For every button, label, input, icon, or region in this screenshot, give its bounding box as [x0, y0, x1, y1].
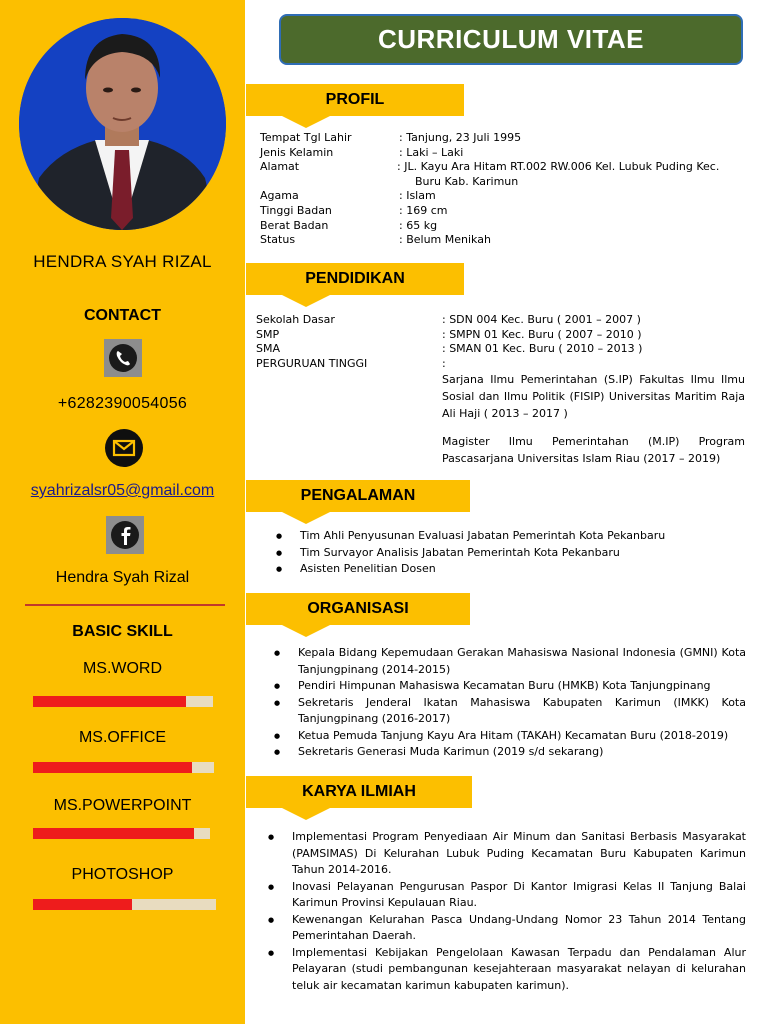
- pengalaman-list: [276, 528, 746, 578]
- pendidikan-s1: Sarjana Ilmu Pemerintahan (S.IP) Fakultas Ilmu Ilmu Sosial dan Ilmu Politik (FISIP) Universitas Maritim Raja Ali Haji ( 2013 – 2017 ): [442, 373, 745, 420]
- profil-value: : Tanjung, 23 Juli 1995: [399, 131, 522, 144]
- skill-bar-fill: [33, 899, 132, 910]
- karya-list: [268, 829, 746, 994]
- sidebar: [0, 0, 245, 1024]
- skills-heading: BASIC SKILL: [72, 623, 173, 640]
- profil-value: : JL. Kayu Ara Hitam RT.002 RW.006 Kel. Lubuk Puding Kec.: [397, 160, 720, 174]
- section-heading-pengalaman: PENGALAMAN: [246, 480, 470, 512]
- skill-label-msoffice: MS.OFFICE: [78, 729, 167, 746]
- list-item: ● Tim Ahli Penyusunan Evaluasi Jabatan Pemerintah Kota Pekanbaru: [276, 528, 746, 545]
- section-heading-profil: PROFIL: [246, 84, 464, 116]
- profil-row: [260, 131, 750, 146]
- facebook-icon: [106, 516, 144, 554]
- pendidikan-key: Sekolah Dasar: [256, 313, 335, 326]
- section-heading-organisasi: ORGANISASI: [246, 593, 470, 625]
- profil-key: Jenis Kelamin: [260, 145, 334, 159]
- list-item: ● Inovasi Pelayanan Pengurusan Paspor Di Kantor Imigrasi Kelas II Tanjung Balai Karimun Provinsi Kepulauan Riau.: [268, 879, 746, 912]
- phone-icon: [104, 339, 142, 377]
- skill-label-photoshop: PHOTOSHOP: [71, 866, 174, 883]
- profil-key: Tempat Tgl Lahir: [260, 131, 352, 144]
- skill-bar-mspowerpoint: [33, 828, 210, 839]
- pendidikan-s2: Magister Ilmu Pemerintahan (M.IP) Program Pascasarjana Universitas Islam Riau (2017 – 2019): [442, 435, 745, 465]
- profil-value: : Islam: [399, 189, 436, 203]
- skill-bar-photoshop: [33, 899, 216, 910]
- facebook-name: Hendra Syah Rizal: [55, 569, 190, 586]
- list-item: ● Kewenangan Kelurahan Pasca Undang-Undang Nomor 23 Tahun 2014 Tentang Pemerintahan Daerah.: [268, 912, 746, 945]
- profil-row: [260, 219, 750, 234]
- pendidikan-value: : SDN 004 Kec. Buru ( 2001 – 2007 ): [442, 313, 641, 326]
- profile-photo-image: [19, 18, 226, 230]
- profile-photo: [19, 18, 226, 230]
- mail-icon: [104, 429, 142, 467]
- profil-value: : Belum Menikah: [399, 233, 491, 247]
- mail-icon-graphic: [104, 429, 144, 469]
- profil-row: [260, 175, 750, 190]
- profil-key: Status: [260, 233, 296, 247]
- pendidikan-row: [256, 357, 746, 372]
- pendidikan-row: [256, 328, 746, 343]
- profil-key: Alamat: [260, 160, 300, 174]
- cv-title: CURRICULUM VITAE: [279, 14, 743, 65]
- profil-key: Tinggi Badan: [260, 203, 332, 217]
- profil-table: [260, 131, 750, 248]
- list-item: ● Sekretaris Jenderal Ikatan Mahasiswa Kabupaten Karimun (IMKK) Kota Tanjungpinang (2016-2017): [274, 695, 746, 728]
- list-item: ● Ketua Pemuda Tanjung Kayu Ara Hitam (TAKAH) Kecamatan Buru (2018-2019): [274, 728, 746, 745]
- pendidikan-table: [256, 313, 746, 371]
- pendidikan-key: SMA: [256, 342, 280, 356]
- profil-key: Berat Badan: [260, 218, 329, 232]
- skill-label-msword: MS.WORD: [82, 660, 163, 677]
- pendidikan-row: [256, 313, 746, 328]
- list-item: ● Implementasi Kebijakan Pengelolaan Kawasan Terpadu dan Pendalaman Alur Pelayaran (studi pembangunan kesejahteraan masyarakat nelayan di kelurahan teluk air kecamatan karimun kabupaten karimun).: [268, 945, 746, 995]
- profil-value: Buru Kab. Karimun: [415, 174, 519, 188]
- list-item: ● Kepala Bidang Kepemudaan Gerakan Mahasiswa Nasional Indonesia (GMNI) Kota Tanjungpinang (2014-2015): [274, 645, 746, 678]
- skill-bar-msword: [33, 696, 213, 707]
- skill-bar-fill: [33, 696, 186, 707]
- sidebar-divider: [25, 604, 225, 606]
- skill-bar-fill: [33, 762, 192, 773]
- list-item: ● Sekretaris Generasi Muda Karimun (2019 s/d sekarang): [274, 744, 746, 761]
- list-item: ● Tim Survayor Analisis Jabatan Pemerintah Kota Pekanbaru: [276, 545, 746, 562]
- pendidikan-value: : SMPN 01 Kec. Buru ( 2007 – 2010 ): [442, 327, 642, 341]
- facebook-icon-graphic: [106, 516, 144, 554]
- profil-row: [260, 204, 750, 219]
- skill-label-mspowerpoint: MS.POWERPOINT: [53, 797, 192, 814]
- contact-heading: CONTACT: [83, 307, 162, 324]
- organisasi-list: [274, 645, 746, 761]
- pendidikan-value: :: [442, 356, 446, 370]
- profil-row: [260, 146, 750, 161]
- section-heading-karya-ilmiah: KARYA ILMIAH: [246, 776, 472, 808]
- list-item: ● Pendiri Himpunan Mahasiswa Kecamatan Buru (HMKB) Kota Tanjungpinang: [274, 678, 746, 695]
- profil-row: [260, 160, 750, 175]
- profil-key: Agama: [260, 189, 299, 203]
- pendidikan-key: SMP: [256, 327, 280, 341]
- phone-number: +6282390054056: [57, 395, 188, 412]
- list-item: ● Asisten Penelitian Dosen: [276, 561, 746, 578]
- profil-row: [260, 189, 750, 204]
- profil-value: : Laki – Laki: [399, 145, 464, 159]
- pendidikan-key: PERGURUAN TINGGI: [256, 356, 368, 370]
- skill-bar-fill: [33, 828, 194, 839]
- email-link[interactable]: syahrizalsr05@gmail.com: [30, 482, 215, 499]
- person-name: HENDRA SYAH RIZAL: [33, 252, 212, 271]
- skill-bar-msoffice: [33, 762, 214, 773]
- profil-value: : 169 cm: [399, 203, 448, 217]
- list-item: ● Implementasi Program Penyediaan Air Minum dan Sanitasi Berbasis Masyarakat (PAMSIMAS) Di Kelurahan Lubuk Puding Kecamatan Buru Kabupaten Karimun Tahun 2014-2016.: [268, 829, 746, 879]
- phone-icon-graphic: [104, 339, 142, 377]
- section-heading-pendidikan: PENDIDIKAN: [246, 263, 464, 295]
- pendidikan-value: : SMAN 01 Kec. Buru ( 2010 – 2013 ): [442, 342, 643, 356]
- profil-row: [260, 233, 750, 248]
- pendidikan-row: [256, 342, 746, 357]
- profil-value: : 65 kg: [399, 218, 438, 232]
